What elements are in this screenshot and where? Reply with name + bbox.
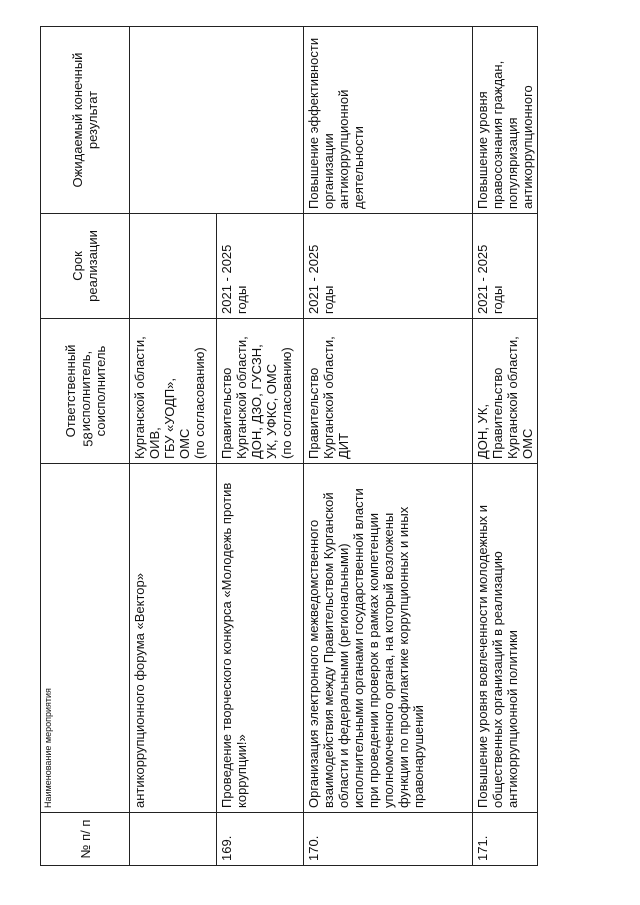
header-responsible: Ответственный исполнитель, соисполнитель: [41, 319, 130, 464]
row-num: [130, 813, 217, 866]
table-row: [217, 27, 304, 866]
table-row: [304, 27, 473, 866]
table-row: [473, 27, 538, 866]
row-deadline: [130, 214, 217, 319]
row-name: Повышение уровня вовлеченности молодежных и общественных организаций в реализацию антикоррупционной политики: [473, 464, 538, 813]
row-deadline: 2021 - 2025 годы: [217, 214, 304, 319]
row-result: [130, 27, 217, 214]
header-result: Ожидаемый конечный результат: [41, 27, 130, 214]
row-responsible: Правительство Курганской области, ДОН, ДЗО, ГУСЗН, УК, УФКС, ОМС (по согласованию): [217, 319, 304, 464]
row-result: [217, 27, 304, 214]
row-responsible: Правительство Курганской области, ДИТ: [304, 319, 473, 464]
table-header-row: [41, 27, 130, 866]
table-row: [130, 27, 217, 866]
row-num: 170.: [304, 813, 473, 866]
header-deadline: Срок реализации: [41, 214, 130, 319]
row-num: 171.: [473, 813, 538, 866]
row-name: Проведение творческого конкурса «Молодежь против коррупции!»: [217, 464, 304, 813]
row-name: Организация электронного межведомственного взаимодействия между Правительством Курганской области и федеральными (региональными) исполнительными органами государственной власти при проведении проверок в рамках компетенции уполномоченного органа, на который возложены функции по профилактике коррупционных и иных правонарушений: [304, 464, 473, 813]
row-responsible: ДОН, УК, Правительство Курганской области, ОМС: [473, 319, 538, 464]
row-name: антикоррупционного форума «Вектор»: [130, 464, 217, 813]
row-deadline: 2021 - 2025 годы: [473, 214, 538, 319]
row-deadline: 2021 - 2025 годы: [304, 214, 473, 319]
row-result: Повышение уровня правосознания граждан, популяризация антикоррупционного: [473, 27, 538, 214]
row-responsible: Курганской области, ОИВ, ГБУ «УОДП», ОМС (по согласованию): [130, 319, 217, 464]
page-number: 58: [80, 432, 96, 447]
header-num: № п/ п: [41, 813, 130, 866]
row-num: 169.: [217, 813, 304, 866]
row-result: Повышение эффективности организации антикоррупционной деятельности: [304, 27, 473, 214]
rotated-table-container: [40, 37, 535, 866]
header-name: Наименование мероприятия: [41, 464, 130, 813]
measures-table: [40, 26, 538, 866]
